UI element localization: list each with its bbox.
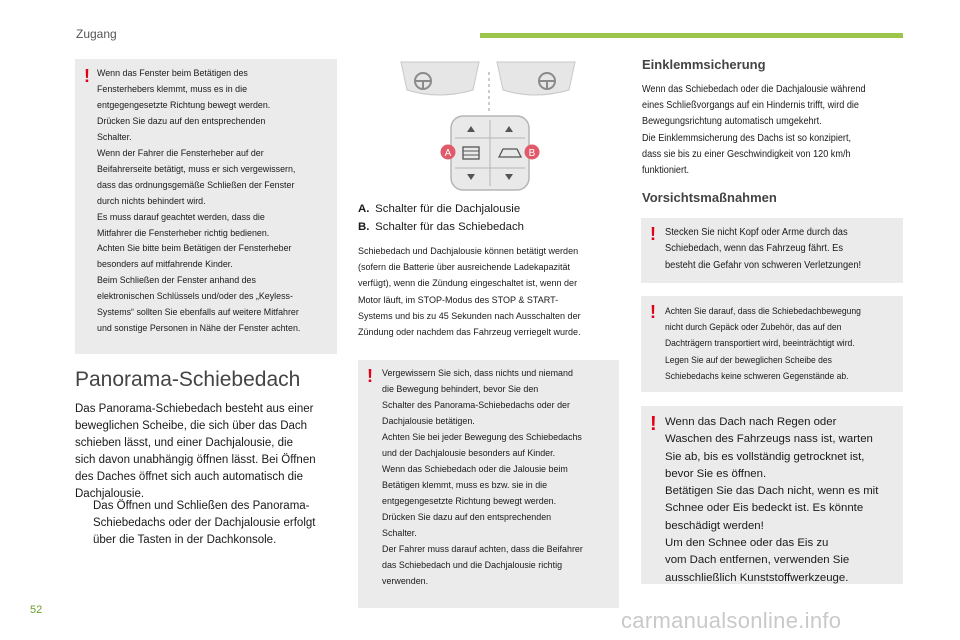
warning-box-head-arms	[641, 218, 903, 283]
warning-box-rain-snow	[641, 406, 903, 584]
warning-icon: !	[367, 366, 373, 386]
legend-item: A. Schalter für die Dachjalousie	[358, 203, 521, 215]
label-a: A	[444, 148, 452, 159]
bullet-text: Das Öffnen und Schließen des Panorama- Schiebedachs oder der Dachjalousie erfolgt über die Tasten in der Dachkonsole.	[93, 500, 316, 546]
warning-icon: !	[650, 302, 656, 322]
warning-text: Wenn das Dach nach Regen oder Waschen des Fahrzeugs nass ist, warten Sie ab, bis es vollständig getrocknet ist, bevor Sie es öffnen. Betätigen Sie das Dach nicht, wenn es mit Schnee oder Eis bedeckt ist. Es könnte beschädigt werden! Um den Schnee oder das Eis zu vom Dach entfernen, verwenden Sie ausschließlich Kunststoffwerkzeuge.	[665, 416, 879, 584]
warning-icon: !	[650, 413, 657, 435]
page-number: 52	[30, 604, 43, 616]
warning-text: Stecken Sie nicht Kopf oder Arme durch das Schiebedach, wenn das Fahrzeug fährt. Es besteht die Gefahr von schweren Verletzungen!	[665, 227, 862, 271]
legend-item: B. Schalter für das Schiebedach	[358, 221, 524, 233]
section-heading-einklemm: Einklemmsicherung	[642, 57, 766, 72]
watermark: carmanualsonline.info	[621, 608, 842, 633]
roof-console-diagram	[393, 52, 593, 202]
warning-icon: !	[650, 224, 656, 244]
warning-box-window-pinch	[75, 59, 337, 354]
diagram-legend	[358, 200, 524, 236]
einklemm-description: Wenn das Schiebedach oder die Dachjalousie während eines Schließvorgangs auf ein Hindernis trifft, wird die Bewegungsrichtung automatisch umgekehrt. Die Einklemmsicherung des Dachs ist so konzipiert, dass sie bis zu einer Geschwindigkeit von 120 km/h funktioniert.	[642, 84, 866, 177]
panorama-description: Das Panorama-Schiebedach besteht aus einer beweglichen Scheibe, die sich über das Dach schieben lässt, und einer Dachjalousie, die sich davon unabhängig öffnen lässt. Bei Öffnen des Daches öffnet sich auch automatisch die Dachjalousie.	[75, 403, 316, 500]
warning-icon: !	[84, 66, 90, 86]
warning-text: Wenn das Fenster beim Betätigen des Fensterhebers klemmt, muss es in die entgegengesetzte Richtung bewegt werden. Drücken Sie dazu auf den entsprechenden Schalter. Wenn der Fahrer die Fensterheber auf der Beifahrerseite betätigt, muss er sich vergewissern, dass das ordnungsgemäße Schließen der Fenster durch nichts behindert wird. Es muss darauf geachtet werden, dass die Mitfahrer die Fensterheber richtig bedienen. Achten Sie bitte beim Betätigen der Fensterheber besonders auf mitfahrende Kinder. Beim Schließen der Fenster anhand des elektronischen Schlüssels und/oder des „Keyless- Systems“ sollten Sie ebenfalls auf weitere Mitfahrer und sonstige Personen in Nähe der Fenster achten.	[97, 68, 301, 335]
section-heading-vorsicht: Vorsichtsmaßnahmen	[642, 190, 777, 205]
mirror-right-icon	[497, 62, 575, 95]
section-heading-panorama: Panorama-Schiebedach	[75, 368, 301, 391]
label-b: B	[528, 148, 536, 159]
operation-conditions-text: Schiebedach und Dachjalousie können betätigt werden (sofern die Batterie über ausreichende Ladekapazität verfügt), wenn die Zündung eingeschaltet ist, wenn der Motor läuft, im STOP-Modus des STOP & START- Systems und bis zu 45 Sekunden nach Ausschalten der Zündung oder nachdem das Fahrzeug verriegelt wurde.	[358, 246, 581, 339]
header-accent-bar	[480, 33, 903, 38]
warning-box-roof-movement	[358, 360, 619, 608]
mirror-left-icon	[401, 62, 479, 95]
section-label: Zugang	[76, 27, 117, 41]
warning-text: Achten Sie darauf, dass die Schiebedachbewegung nicht durch Gepäck oder Zubehör, das auf den Dachträgern transportiert wird, beeinträchtigt wird. Legen Sie auf der beweglichen Scheibe des Schiebedachs keine schweren Gegenstände ab.	[665, 306, 861, 381]
warning-box-luggage	[641, 296, 903, 392]
warning-text: Vergewissern Sie sich, dass nichts und niemand die Bewegung behindert, bevor Sie den Schalter des Panorama-Schiebedachs oder der Dachjalousie betätigen. Achten Sie bei jeder Bewegung des Schiebedachs und der Dachjalousie besonders auf Kinder. Wenn das Schiebedach oder die Jalousie beim Betätigen klemmt, muss es bzw. sie in die entgegengesetzte Richtung bewegt werden. Drücken Sie dazu auf den entsprechenden Schalter. Der Fahrer muss darauf achten, dass die Beifahrer das Schiebedach und die Dachjalousie richtig verwenden.	[382, 368, 583, 587]
